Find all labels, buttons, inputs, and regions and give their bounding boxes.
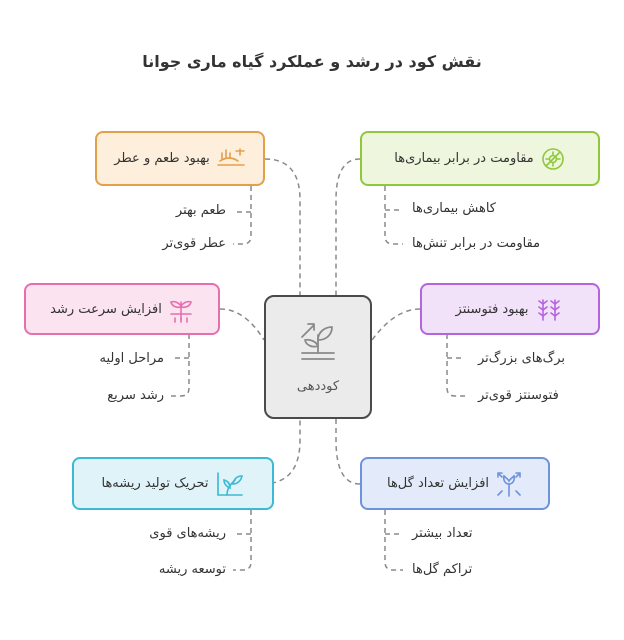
photo-item-2: فتوسنتز قوی‌تر bbox=[478, 388, 559, 403]
roots-item-1: ریشه‌های قوی bbox=[149, 526, 226, 541]
node-photosynthesis-label: بهبود فتوسنتز bbox=[455, 301, 529, 317]
node-disease[interactable] bbox=[360, 131, 600, 186]
root-sprout-icon bbox=[215, 470, 245, 498]
diagram-title: نقش کود در رشد و عملکرد گیاه ماری جوانا bbox=[142, 52, 482, 71]
branch-flowers bbox=[385, 510, 403, 570]
node-flowers[interactable] bbox=[360, 457, 550, 510]
plant-growth-icon bbox=[296, 313, 340, 363]
growth-item-2: رشد سریع bbox=[107, 388, 164, 403]
flavor-item-2: عطر قوی‌تر bbox=[162, 236, 226, 251]
flavor-item-1: طعم بهتر bbox=[175, 203, 226, 218]
node-growth[interactable] bbox=[24, 283, 220, 335]
branch-disease bbox=[385, 186, 403, 244]
node-flavor-label: بهبود طعم و عطر bbox=[114, 151, 210, 166]
center-label: کوددهی bbox=[296, 379, 340, 394]
node-growth-label: افزایش سرعت رشد bbox=[50, 301, 162, 317]
node-roots-label: تحریک تولید ریشه‌ها bbox=[101, 476, 209, 491]
flower-bloom-icon bbox=[495, 470, 523, 498]
branch-roots bbox=[233, 510, 251, 570]
flowers-item-2: تراکم گل‌ها bbox=[412, 562, 473, 577]
node-flavor[interactable] bbox=[95, 131, 265, 186]
node-flowers-label: افزایش تعداد گل‌ها bbox=[386, 476, 490, 491]
photo-item-1: برگ‌های بزرگ‌تر bbox=[478, 351, 566, 366]
connector-photo bbox=[372, 309, 420, 340]
branch-growth bbox=[171, 334, 189, 396]
virus-shield-icon bbox=[540, 146, 566, 172]
connector-flavor bbox=[265, 159, 300, 295]
flowers-item-1: تعداد بیشتر bbox=[412, 526, 473, 541]
roots-item-2: توسعه ریشه bbox=[158, 562, 226, 577]
branch-flavor bbox=[233, 186, 251, 244]
node-photosynthesis[interactable] bbox=[420, 283, 600, 335]
node-roots[interactable] bbox=[72, 457, 274, 510]
sprout-growth-icon bbox=[168, 294, 194, 324]
flavor-aroma-icon bbox=[216, 147, 246, 171]
node-disease-label: مقاومت در برابر بیماری‌ها bbox=[394, 151, 534, 166]
disease-item-2: مقاومت در برابر تنش‌ها bbox=[412, 236, 541, 251]
center-node[interactable] bbox=[264, 295, 372, 419]
leaves-icon bbox=[534, 296, 564, 322]
connector-disease bbox=[336, 159, 360, 295]
branch-photo bbox=[447, 334, 465, 396]
connector-flowers bbox=[336, 419, 360, 484]
growth-item-1: مراحل اولیه bbox=[99, 351, 164, 366]
disease-item-1: کاهش بیماری‌ها bbox=[412, 201, 496, 216]
connector-growth bbox=[220, 309, 264, 340]
